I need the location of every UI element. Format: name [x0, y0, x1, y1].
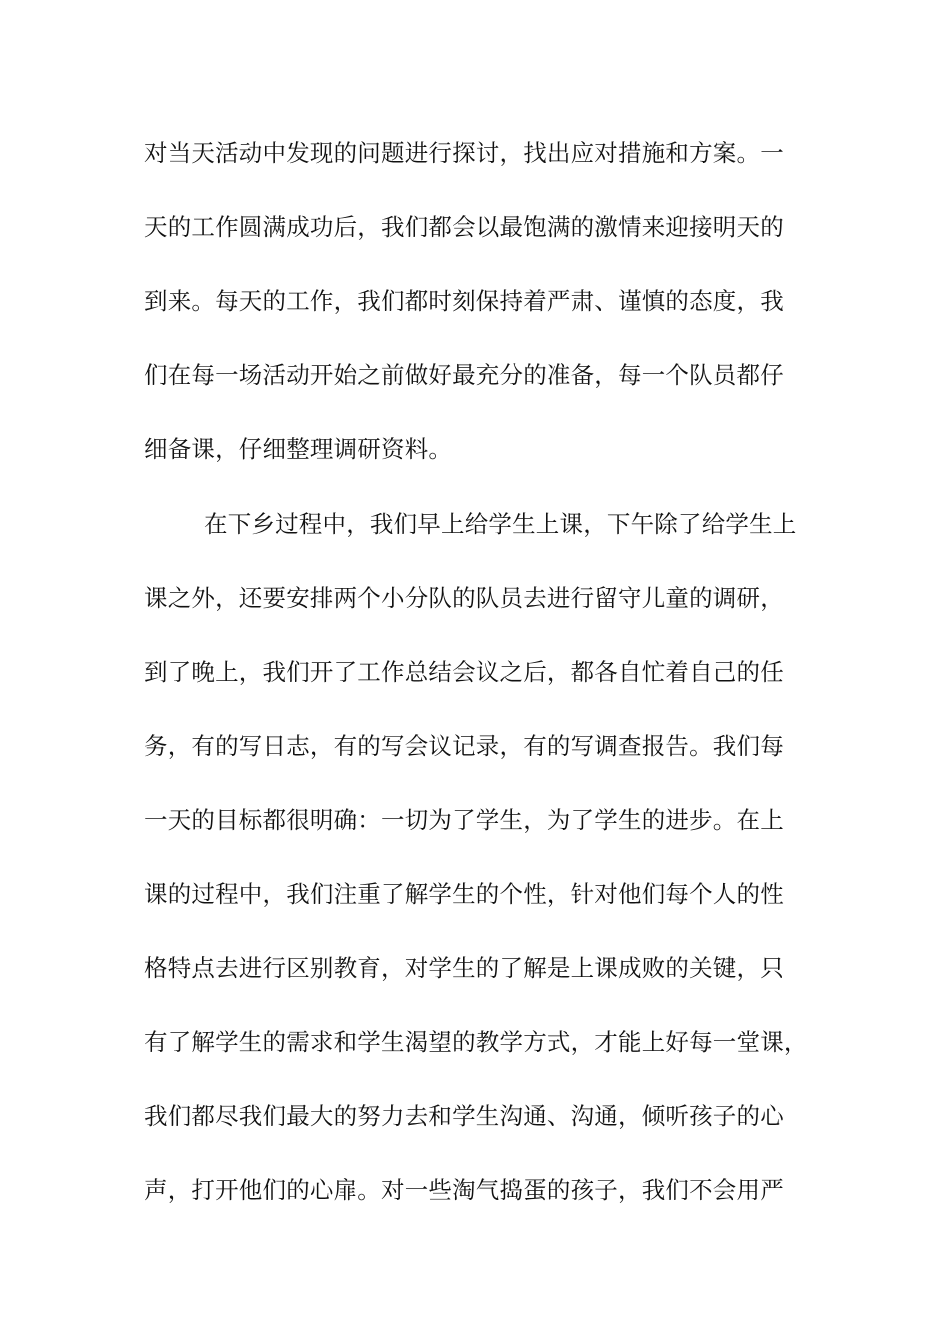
- text-line: 格特点去进行区别教育，对学生的了解是上课成败的关键，只: [144, 954, 784, 982]
- text-line: 一天的目标都很明确：一切为了学生，为了学生的进步。在上: [144, 806, 784, 834]
- text-line: 到了晚上，我们开了工作总结会议之后，都各自忙着自己的任: [144, 658, 784, 686]
- paragraph-first-line: 在下乡过程中，我们早上给学生上课，下午除了给学生上: [204, 510, 797, 538]
- text-line: 我们都尽我们最大的努力去和学生沟通、沟通，倾听孩子的心: [144, 1102, 784, 1130]
- text-line: 课的过程中，我们注重了解学生的个性，针对他们每个人的性: [144, 880, 784, 908]
- text-line: 们在每一场活动开始之前做好最充分的准备，每一个队员都仔: [144, 361, 784, 389]
- text-line: 声，打开他们的心扉。对一些淘气捣蛋的孩子，我们不会用严: [144, 1176, 784, 1204]
- text-line: 对当天活动中发现的问题进行探讨，找出应对措施和方案。一: [144, 139, 784, 167]
- text-line: 有了解学生的需求和学生渴望的教学方式，才能上好每一堂课，: [144, 1028, 808, 1056]
- text-line: 务，有的写日志，有的写会议记录，有的写调查报告。我们每: [144, 732, 784, 760]
- text-line: 天的工作圆满成功后，我们都会以最饱满的激情来迎接明天的: [144, 213, 784, 241]
- text-line: 到来。每天的工作，我们都时刻保持着严肃、谨慎的态度，我: [144, 287, 784, 315]
- text-line: 课之外，还要安排两个小分队的队员去进行留守儿童的调研，: [144, 584, 784, 612]
- text-line: 细备课，仔细整理调研资料。: [144, 435, 453, 463]
